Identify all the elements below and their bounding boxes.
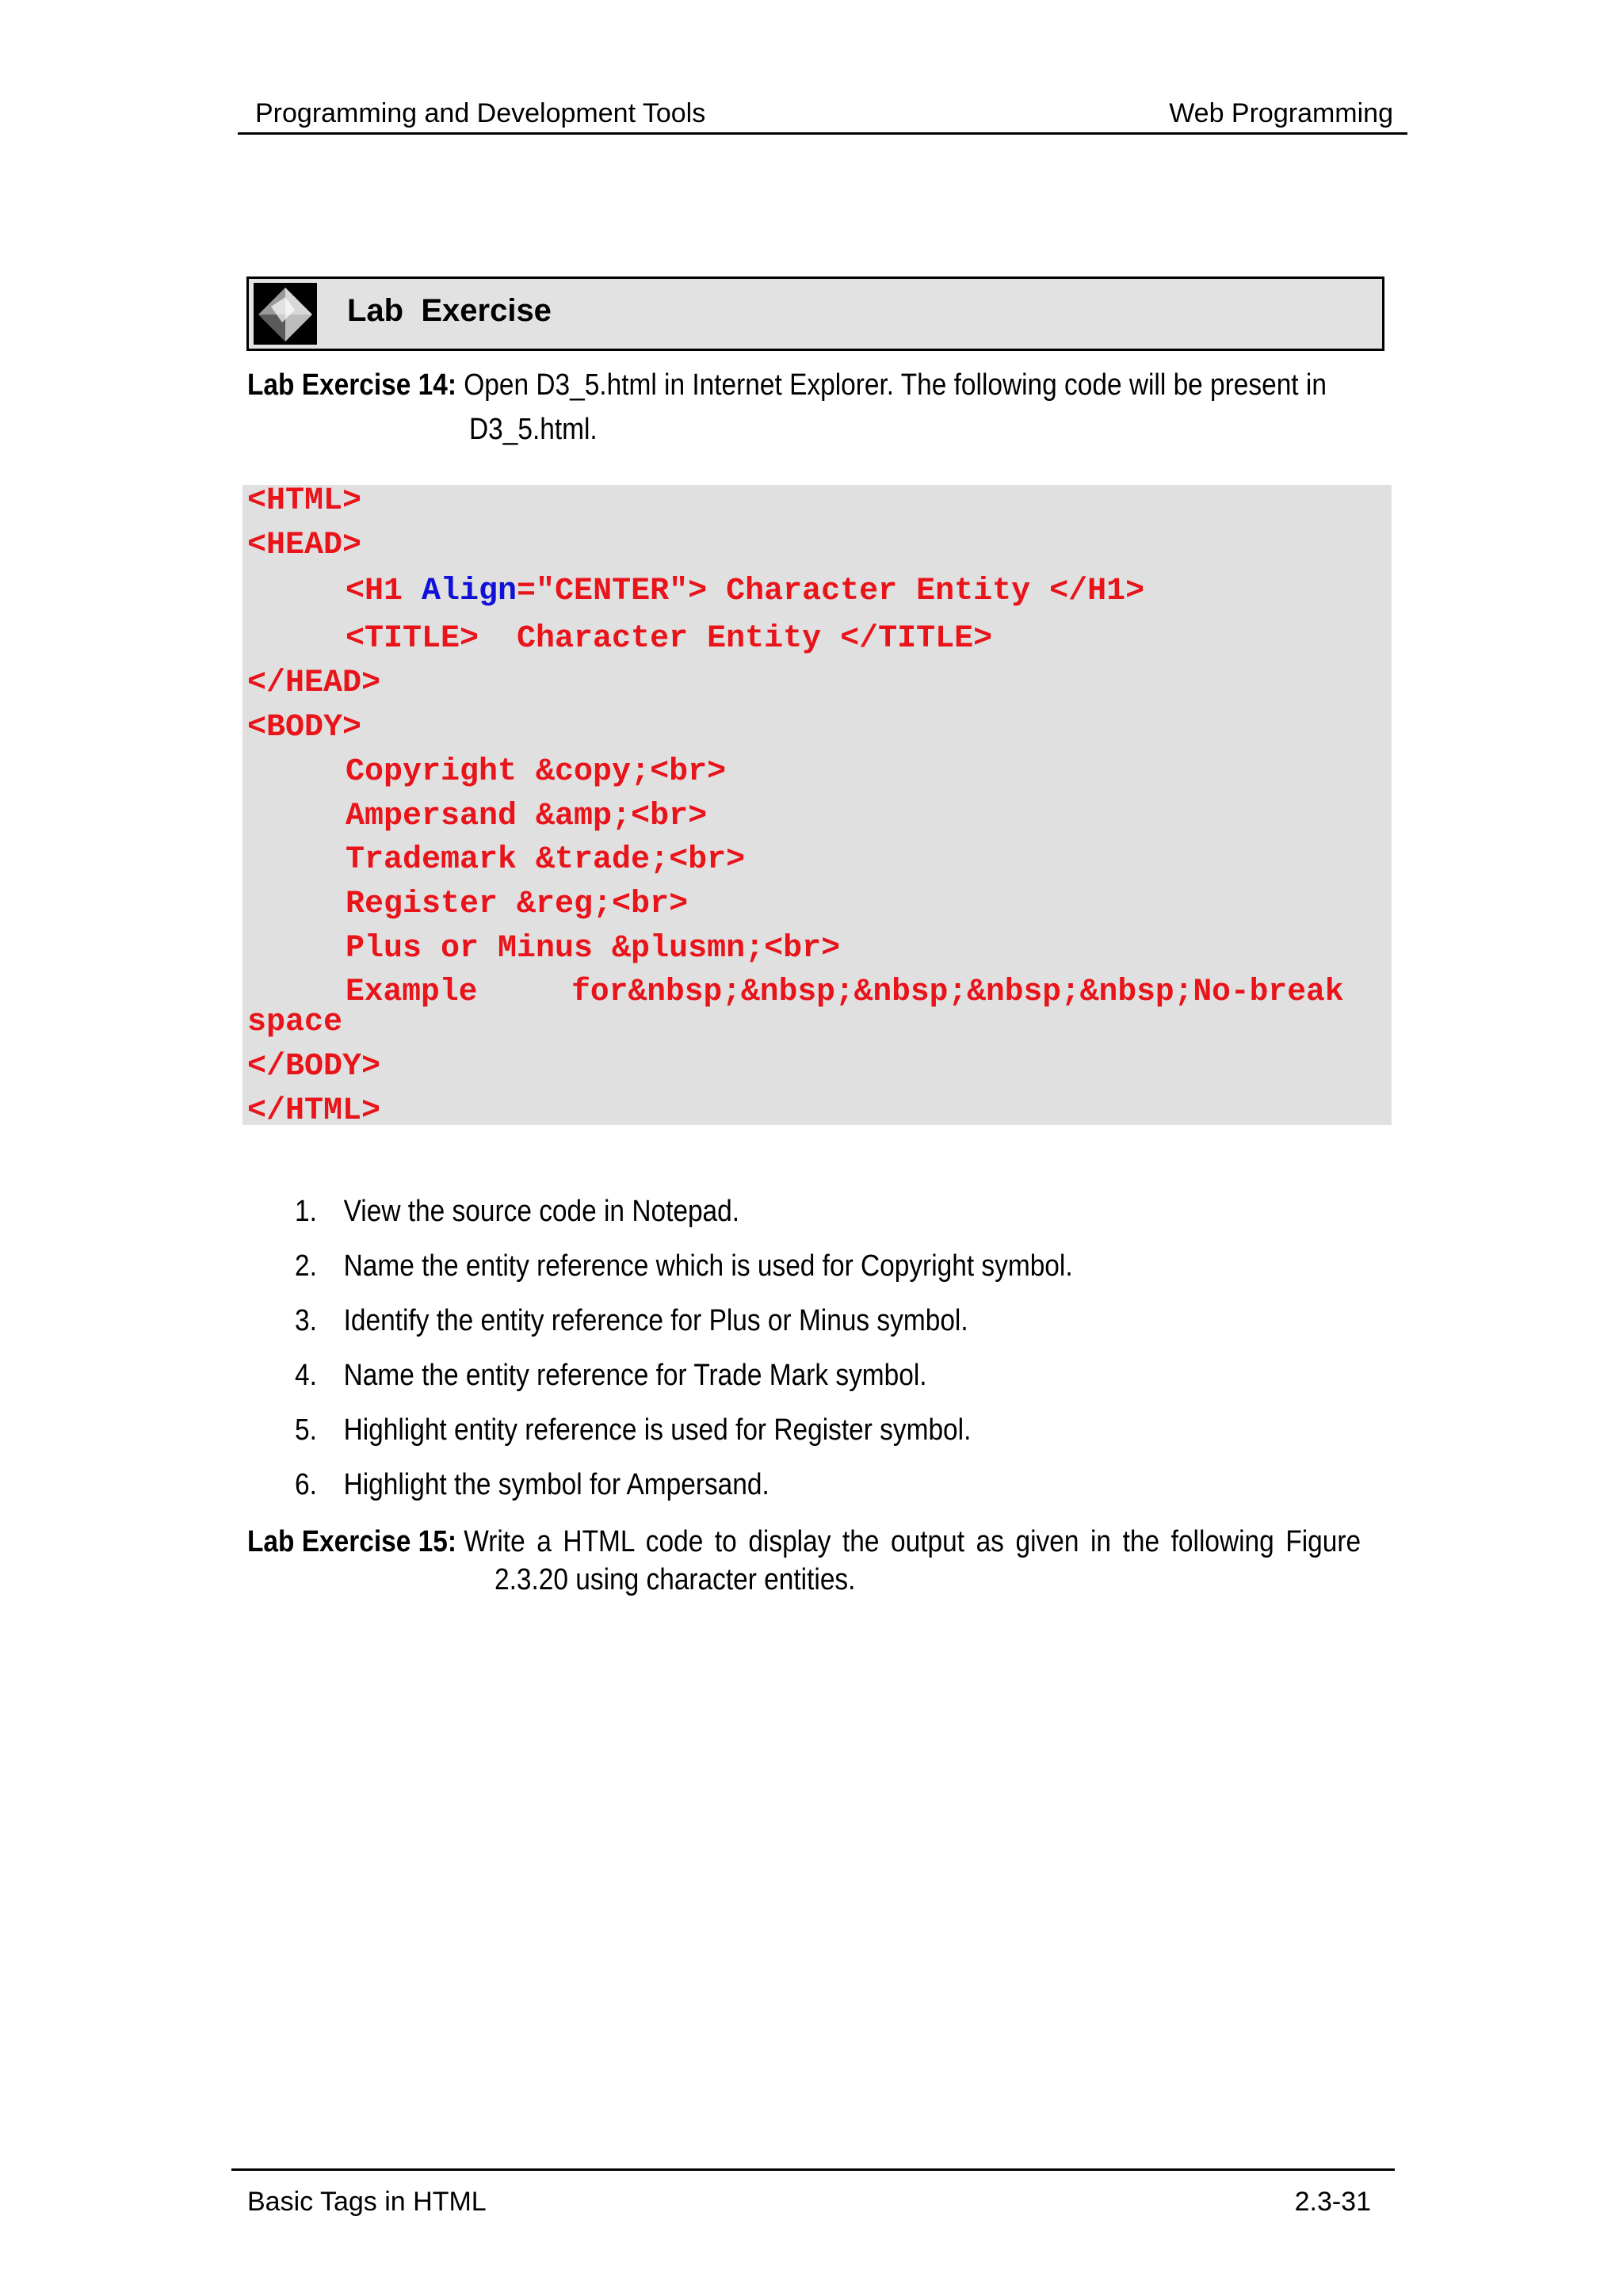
code-line-ampersand: Ampersand &amp;<br> <box>346 799 708 834</box>
header-left-title: Programming and Development Tools <box>255 98 706 128</box>
step-text: Highlight entity reference is used for Register symbol. <box>343 1413 972 1447</box>
code-h1-attr: Align <box>422 574 517 609</box>
code-line-copyright: Copyright &copy;<br> <box>346 754 727 790</box>
code-line-body-open: <BODY> <box>247 710 362 746</box>
code-line-head-open: <HEAD> <box>247 528 362 563</box>
exercise-14-line2: D3_5.html. <box>469 413 598 446</box>
code-line-example: Example for&nbsp;&nbsp;&nbsp;&nbsp;&nbsp;No-break <box>346 974 1344 1010</box>
code-line-title: <TITLE> Character Entity </TITLE> <box>346 621 993 657</box>
code-line-space: space <box>247 1005 343 1040</box>
footer-rule <box>231 2168 1395 2171</box>
lab-diamond-icon <box>254 283 317 345</box>
footer-page-number: 2.3-31 <box>1294 2187 1371 2217</box>
exercise-15-label: Lab Exercise 15: <box>247 1525 456 1558</box>
exercise-15-text: Write a HTML code to display the output as given in the following Figure <box>464 1525 1361 1558</box>
exercise-14-text: Open D3_5.html in Internet Explorer. The following code will be present in <box>464 368 1327 402</box>
exercise-15-line2: 2.3.20 using character entities. <box>495 1563 856 1596</box>
step-text: Name the entity reference for Trade Mark symbol. <box>343 1359 927 1392</box>
header-rule <box>238 132 1407 135</box>
code-line-h1 <box>346 574 1144 609</box>
code-h1-open: <H1 <box>346 574 422 609</box>
exercise-14-label: Lab Exercise 14: <box>247 368 456 402</box>
footer-left-title: Basic Tags in HTML <box>247 2187 487 2217</box>
step-number: 6. <box>295 1468 317 1501</box>
code-line-html-close: </HTML> <box>247 1093 381 1129</box>
step-number: 1. <box>295 1195 317 1228</box>
step-number: 3. <box>295 1304 317 1337</box>
exercise-14-line1 <box>247 363 1327 407</box>
step-text: Highlight the symbol for Ampersand. <box>343 1468 769 1501</box>
step-number: 2. <box>295 1249 317 1283</box>
code-line-trademark: Trademark &trade;<br> <box>346 842 746 878</box>
code-line-plusminus: Plus or Minus &plusmn;<br> <box>346 931 841 967</box>
code-line-head-close: </HEAD> <box>247 666 381 701</box>
code-h1-rest: ="CENTER"> Character Entity </H1> <box>517 574 1145 609</box>
step-number: 5. <box>295 1413 317 1447</box>
step-text: Name the entity reference which is used for Copyright symbol. <box>343 1249 1073 1283</box>
code-line-body-close: </BODY> <box>247 1049 381 1085</box>
lab-exercise-banner <box>246 277 1384 351</box>
step-number: 4. <box>295 1359 317 1392</box>
code-line-html-open: <HTML> <box>247 483 362 519</box>
step-text: Identify the entity reference for Plus or Minus symbol. <box>343 1304 968 1337</box>
code-line-register: Register &reg;<br> <box>346 887 689 922</box>
header-right-title: Web Programming <box>1169 98 1393 128</box>
lab-exercise-title: Lab Exercise <box>347 293 552 328</box>
step-text: View the source code in Notepad. <box>343 1195 740 1228</box>
